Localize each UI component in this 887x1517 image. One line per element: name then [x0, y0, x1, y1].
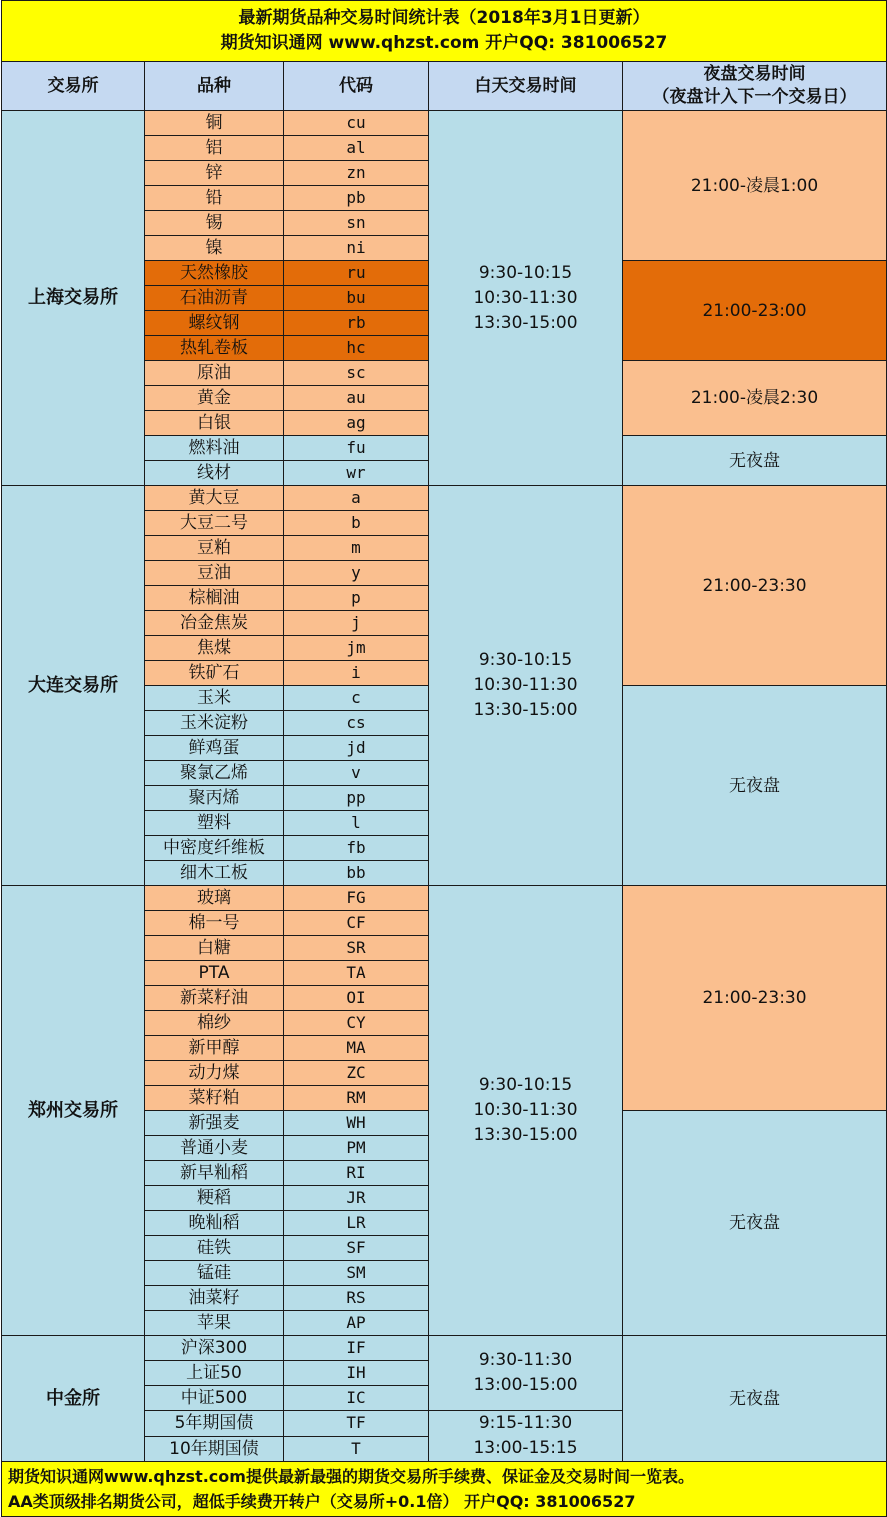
footer-note	[2, 1462, 887, 1517]
header-night-session	[623, 62, 887, 111]
variety-code: ZC	[284, 1061, 429, 1086]
variety-code: pb	[284, 186, 429, 211]
table-row	[2, 486, 887, 511]
variety-code: FG	[284, 886, 429, 911]
variety-name: 菜籽粕	[145, 1086, 284, 1111]
variety-code: b	[284, 511, 429, 536]
variety-name: 原油	[145, 361, 284, 386]
header-night-line-1: 夜盘交易时间	[703, 64, 806, 84]
variety-code: fu	[284, 436, 429, 461]
variety-name: 黄金	[145, 386, 284, 411]
header-variety: 品种	[145, 62, 284, 111]
night-session-dce: 无夜盘	[623, 686, 887, 886]
day-session-shfe-line: 9:30-10:15	[478, 262, 573, 283]
variety-name: 玻璃	[145, 886, 284, 911]
day-session-cffex-index	[429, 1336, 623, 1411]
variety-name: 上证50	[145, 1361, 284, 1386]
variety-name: 苹果	[145, 1311, 284, 1336]
variety-name: 白银	[145, 411, 284, 436]
variety-code: hc	[284, 336, 429, 361]
variety-name: 棉纱	[145, 1011, 284, 1036]
variety-code: v	[284, 761, 429, 786]
day-session-cffex-bond	[429, 1411, 623, 1462]
variety-code: al	[284, 136, 429, 161]
day-session-dce-line: 9:30-10:15	[478, 650, 573, 670]
variety-code: m	[284, 536, 429, 561]
variety-code: MA	[284, 1036, 429, 1061]
variety-name: 油菜籽	[145, 1286, 284, 1311]
title-line-1: 最新期货品种交易时间统计表（2018年3月1日更新）	[238, 8, 650, 28]
variety-code: ni	[284, 236, 429, 261]
variety-code: RS	[284, 1286, 429, 1311]
day-session-czce	[429, 886, 623, 1336]
variety-name: 棉一号	[145, 911, 284, 936]
header-code: 代码	[284, 62, 429, 111]
variety-name: 聚丙烯	[145, 786, 284, 811]
variety-name: 石油沥青	[145, 286, 284, 311]
variety-name: 新菜籽油	[145, 986, 284, 1011]
variety-code: j	[284, 611, 429, 636]
variety-code: SF	[284, 1236, 429, 1261]
day-session-czce-line: 13:30-15:00	[473, 1125, 578, 1145]
variety-code: IC	[284, 1386, 429, 1411]
day-session-cffex-index-line: 9:30-11:30	[478, 1350, 573, 1370]
variety-code: sn	[284, 211, 429, 236]
variety-name: 新早籼稻	[145, 1161, 284, 1186]
day-session-dce	[429, 486, 623, 886]
variety-name: 中密度纤维板	[145, 836, 284, 861]
variety-code: JR	[284, 1186, 429, 1211]
variety-code: RI	[284, 1161, 429, 1186]
variety-name: 燃料油	[145, 436, 284, 461]
variety-name: 铜	[145, 111, 284, 136]
variety-code: bb	[284, 861, 429, 886]
header-exchange: 交易所	[2, 62, 145, 111]
footer-line-2: AA类顶级排名期货公司，超低手续费开转户（交易所+0.1倍） 开户QQ: 381006527	[8, 1492, 636, 1511]
night-session-shfe: 21:00-23:00	[623, 261, 887, 361]
table-row	[2, 1336, 887, 1361]
variety-name: 镍	[145, 236, 284, 261]
variety-code: WH	[284, 1111, 429, 1136]
variety-name: 晚籼稻	[145, 1211, 284, 1236]
variety-name: 玉米淀粉	[145, 711, 284, 736]
day-session-dce-line: 10:30-11:30	[473, 675, 578, 695]
variety-name: 锡	[145, 211, 284, 236]
variety-code: c	[284, 686, 429, 711]
variety-code: OI	[284, 986, 429, 1011]
variety-code: TF	[284, 1411, 429, 1437]
variety-code: T	[284, 1436, 429, 1462]
table-title	[2, 1, 887, 62]
variety-code: RM	[284, 1086, 429, 1111]
day-session-shfe	[429, 111, 623, 486]
variety-name: 黄大豆	[145, 486, 284, 511]
variety-name: 铅	[145, 186, 284, 211]
exchange-czce: 郑州交易所	[2, 886, 145, 1336]
variety-name: 白糖	[145, 936, 284, 961]
variety-code: SM	[284, 1261, 429, 1286]
variety-code: rb	[284, 311, 429, 336]
variety-name: 10年期国债	[145, 1436, 284, 1462]
night-session-shfe: 无夜盘	[623, 436, 887, 486]
day-session-shfe-line: 10:30-11:30	[473, 287, 578, 308]
variety-code: au	[284, 386, 429, 411]
variety-name: 线材	[145, 461, 284, 486]
variety-code: i	[284, 661, 429, 686]
exchange-dce: 大连交易所	[2, 486, 145, 886]
day-session-czce-line: 10:30-11:30	[473, 1100, 578, 1120]
night-session-cffex: 无夜盘	[623, 1336, 887, 1462]
variety-code: wr	[284, 461, 429, 486]
variety-name: 沪深300	[145, 1336, 284, 1361]
day-session-dce-line: 13:30-15:00	[473, 700, 578, 720]
variety-name: 锌	[145, 161, 284, 186]
variety-name: 动力煤	[145, 1061, 284, 1086]
variety-code: ag	[284, 411, 429, 436]
day-session-shfe-line: 13:30-15:00	[473, 312, 578, 333]
variety-code: pp	[284, 786, 429, 811]
variety-code: IH	[284, 1361, 429, 1386]
header-night-line-2: （夜盘计入下一个交易日）	[652, 87, 857, 107]
variety-code: PM	[284, 1136, 429, 1161]
variety-name: 普通小麦	[145, 1136, 284, 1161]
variety-name: 螺纹钢	[145, 311, 284, 336]
variety-name: 铁矿石	[145, 661, 284, 686]
variety-name: 新甲醇	[145, 1036, 284, 1061]
variety-code: jd	[284, 736, 429, 761]
day-session-czce-line: 9:30-10:15	[478, 1075, 573, 1095]
night-session-czce: 无夜盘	[623, 1111, 887, 1336]
day-session-cffex-bond-line: 9:15-11:30	[478, 1413, 573, 1433]
variety-name: 热轧卷板	[145, 336, 284, 361]
variety-name: 大豆二号	[145, 511, 284, 536]
night-session-dce: 21:00-23:30	[623, 486, 887, 686]
variety-code: CF	[284, 911, 429, 936]
variety-name: 5年期国债	[145, 1411, 284, 1437]
variety-code: LR	[284, 1211, 429, 1236]
variety-code: SR	[284, 936, 429, 961]
variety-code: TA	[284, 961, 429, 986]
variety-code: cs	[284, 711, 429, 736]
day-session-cffex-bond-line: 13:00-15:15	[473, 1438, 578, 1458]
variety-name: 锰硅	[145, 1261, 284, 1286]
variety-name: 聚氯乙烯	[145, 761, 284, 786]
futures-trading-hours-table	[1, 0, 887, 1517]
header-day-session: 白天交易时间	[429, 62, 623, 111]
table-row	[2, 111, 887, 136]
table-row	[2, 886, 887, 911]
variety-code: CY	[284, 1011, 429, 1036]
variety-code: jm	[284, 636, 429, 661]
variety-code: a	[284, 486, 429, 511]
exchange-cffex: 中金所	[2, 1336, 145, 1462]
variety-code: cu	[284, 111, 429, 136]
variety-code: bu	[284, 286, 429, 311]
variety-name: 中证500	[145, 1386, 284, 1411]
variety-name: PTA	[145, 961, 284, 986]
variety-name: 塑料	[145, 811, 284, 836]
night-session-czce: 21:00-23:30	[623, 886, 887, 1111]
variety-name: 棕榈油	[145, 586, 284, 611]
variety-code: fb	[284, 836, 429, 861]
variety-name: 玉米	[145, 686, 284, 711]
footer-line-1: 期货知识通网www.qhzst.com提供最新最强的期货交易所手续费、保证金及交易时间一览表。	[8, 1467, 694, 1486]
variety-name: 粳稻	[145, 1186, 284, 1211]
exchange-shfe: 上海交易所	[2, 111, 145, 486]
variety-code: IF	[284, 1336, 429, 1361]
variety-code: zn	[284, 161, 429, 186]
variety-name: 铝	[145, 136, 284, 161]
night-session-shfe: 21:00-凌晨1:00	[623, 111, 887, 261]
variety-name: 鲜鸡蛋	[145, 736, 284, 761]
variety-name: 天然橡胶	[145, 261, 284, 286]
variety-name: 豆油	[145, 561, 284, 586]
variety-name: 冶金焦炭	[145, 611, 284, 636]
variety-name: 细木工板	[145, 861, 284, 886]
variety-code: ru	[284, 261, 429, 286]
variety-name: 焦煤	[145, 636, 284, 661]
variety-code: p	[284, 586, 429, 611]
night-session-shfe: 21:00-凌晨2:30	[623, 361, 887, 436]
variety-name: 新强麦	[145, 1111, 284, 1136]
variety-name: 硅铁	[145, 1236, 284, 1261]
variety-code: l	[284, 811, 429, 836]
title-line-2: 期货知识通网 www.qhzst.com 开户QQ: 381006527	[220, 33, 668, 53]
header-row	[2, 62, 887, 111]
variety-code: AP	[284, 1311, 429, 1336]
variety-code: sc	[284, 361, 429, 386]
variety-name: 豆粕	[145, 536, 284, 561]
variety-code: y	[284, 561, 429, 586]
day-session-cffex-index-line: 13:00-15:00	[473, 1375, 578, 1395]
